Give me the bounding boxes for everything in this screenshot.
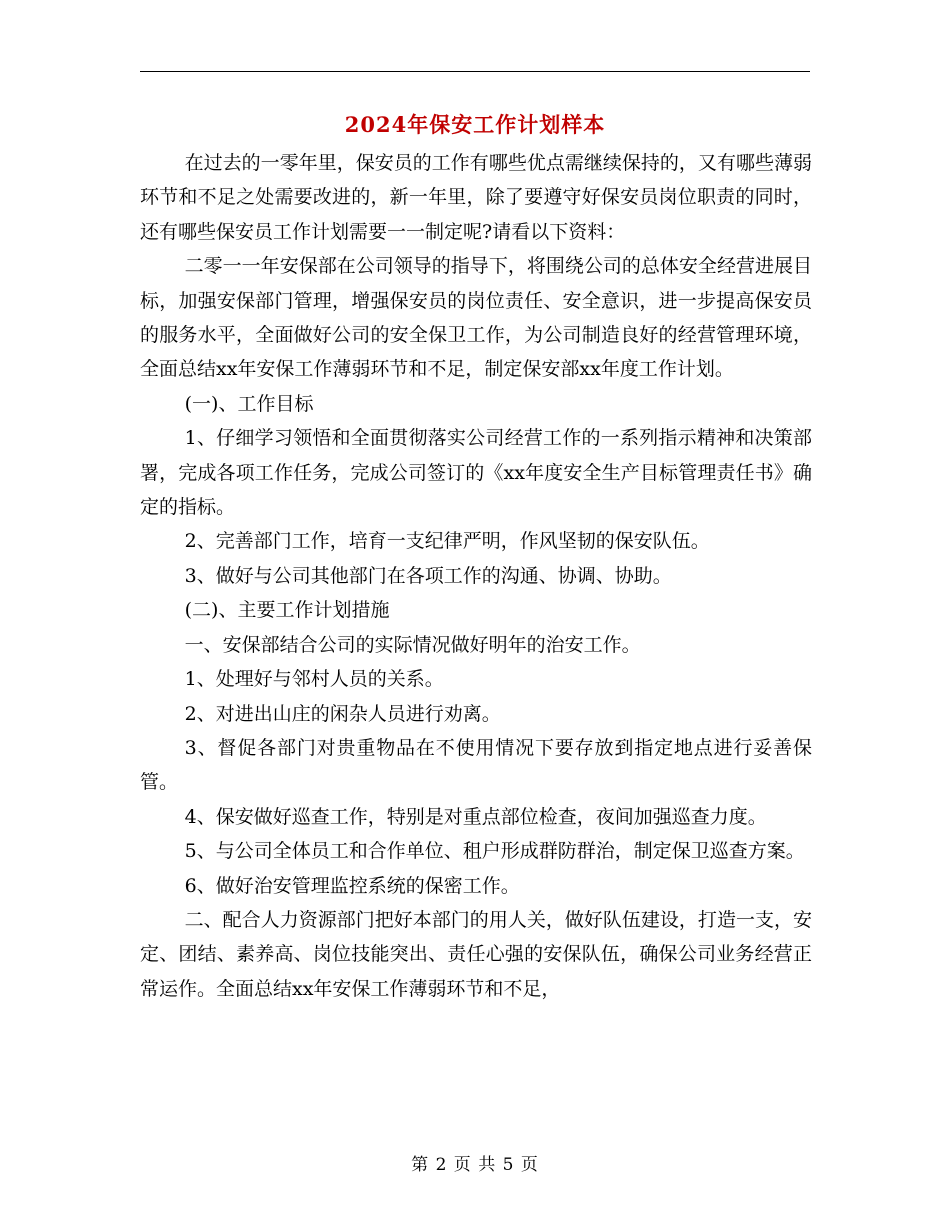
section-heading-goals: (一)、工作目标 [184,392,314,415]
measure-item-3: 3、督促各部门对贵重物品在不使用情况下要存放到指定地点进行妥善保管。 [140,736,812,794]
measure-item-4: 4、保安做好巡查工作，特别是对重点部位检查，夜间加强巡查力度。 [184,805,767,828]
goal-item-1: 1、仔细学习领悟和全面贯彻落实公司经营工作的一系列指示精神和决策部署，完成各项工作任务，完成公司签订的《xx年度安全生产目标管理责任书》确定的指标。 [140,427,812,519]
measure-item-6: 6、做好治安管理监控系统的保密工作。 [184,874,520,897]
goal-item-2: 2、完善部门工作，培育一支纪律严明，作风坚韧的保安队伍。 [184,530,710,553]
goal-item-3: 3、做好与公司其他部门在各项工作的沟通、协调、协助。 [184,564,672,587]
measure-heading-2: 二、配合人力资源部门把好本部门的用人关，做好队伍建设，打造一支，安定、团结、素养高、岗位技能突出、责任心强的安保队伍，确保公司业务经营正常运作。全面总结xx年安保工作薄弱环节和不足， [140,908,812,1000]
document-body [140,146,812,1006]
paragraph-intro: 在过去的一零年里，保安员的工作有哪些优点需继续保持的，又有哪些薄弱环节和不足之处需要改进的，新一年里，除了要遵守好保安员岗位职责的同时，还有哪些保安员工作计划需要一一制定呢?请看以下资料： [140,152,812,243]
header-rule [140,71,810,72]
measure-item-5: 5、与公司全体员工和合作单位、租户形成群防群治，制定保卫巡查方案。 [184,840,805,863]
paragraph-overview: 二零一一年安保部在公司领导的指导下，将围绕公司的总体安全经营进展目标，加强安保部门管理，增强保安员的岗位责任、安全意识，进一步提高保安员的服务水平，全面做好公司的安全保卫工作，为公司制造良好的经营管理环境，全面总结xx年安保工作薄弱环节和不足，制定保安部xx年度工作计划。 [140,255,812,381]
measure-item-2: 2、对进出山庄的闲杂人员进行劝离。 [184,702,501,725]
page-number-footer: 第 2 页 共 5 页 [411,1155,539,1175]
measure-heading-1: 一、安保部结合公司的实际情况做好明年的治安工作。 [184,633,641,656]
section-heading-measures: (二)、主要工作计划措施 [184,599,390,622]
document-title: 2024年保安工作计划样本 [344,112,606,137]
measure-item-1: 1、处理好与邻村人员的关系。 [184,668,444,691]
